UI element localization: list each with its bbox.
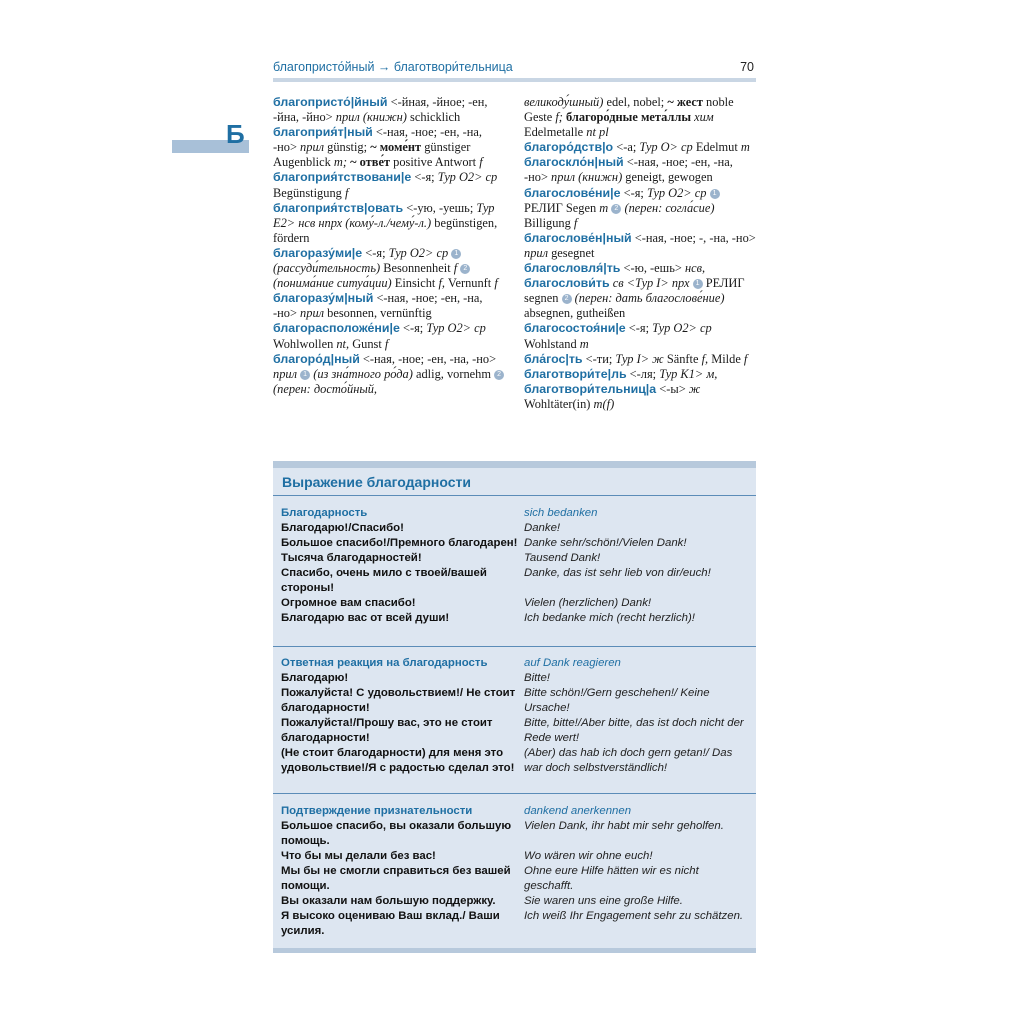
- dictionary-entry: благоприя́тств|овать <-ую, -уешь; Тур E2> нсв нпрх (кому́-л./чему́-л.) begünstigen, fördern: [273, 200, 498, 245]
- box-bottom-band: [273, 948, 756, 953]
- phrase-row: (Не стоит благодарности) для меня это удовольствие!/Я с радостью сделал это! (Aber) das hab ich doch gern getan!/ Das war doch selbstverständlich!: [281, 747, 733, 774]
- phrase-row: Вы оказали нам большую поддержку. Sie waren uns eine große Hilfe.: [281, 895, 683, 907]
- phrase-row: Мы бы не смогли справиться без вашей помощи. Ohne eure Hilfe hätten wir es nicht geschafft.: [281, 865, 699, 892]
- dictionary-entry: благопристо́|йный <-йная, -йное; -ен, -йна, -йно> прил (книжн) schicklich: [273, 95, 488, 125]
- headword-range: благопристо́йный → благотвори́тельница: [273, 60, 513, 74]
- sense-number-badge: 1: [693, 279, 703, 289]
- box-top-band: [273, 461, 756, 468]
- phrase-row: Благодарю! Bitte!: [281, 672, 550, 684]
- sense-number-badge: 1: [710, 189, 720, 199]
- dictionary-entry: благословля́|ть <-ю, -ешь> нсв, благослови́ть св <Тур I> прх 1 РЕЛИГ segnen 2 (перен: дать благослове́ние) absegnen, gutheißen: [524, 261, 745, 321]
- dictionary-entry: благослове́н|ный <-ная, -ное; -, -на, -но> прил gesegnet: [524, 230, 756, 260]
- phrase-row: Что бы мы делали без вас! Wo wären wir ohne euch!: [281, 850, 653, 862]
- phrase-row: Большое спасибо!/Премного благодарен! Danke sehr/schön!/Vielen Dank!: [281, 537, 687, 549]
- header-rule: [273, 78, 756, 82]
- sense-number-badge: 2: [562, 294, 572, 304]
- dictionary-column-left: [273, 95, 507, 397]
- sense-number-badge: 2: [460, 264, 470, 274]
- phrase-row: Благодарю вас от всей души! Ich bedanke mich (recht herzlich)!: [281, 612, 695, 624]
- running-header: [273, 58, 756, 78]
- dictionary-entry: благоскло́н|ный <-ная, -ное; -ен, -на, -но> прил (книжн) geneigt, gewogen: [524, 155, 733, 185]
- box-divider: [273, 646, 756, 647]
- box-divider: [273, 793, 756, 794]
- dictionary-entry: благоро́д|ный <-ная, -ное; -ен, -на, -но> прил 1 (из зна́тного ро́да) adlig, vornehm 2 (перен: досто́йный,: [273, 352, 507, 397]
- dictionary-entry: благоро́дств|о <-а; Тур O> ср Edelmut m: [524, 140, 750, 155]
- phrase-section: [281, 656, 751, 776]
- sense-number-badge: 2: [494, 370, 504, 380]
- thumb-index-letter: Б: [226, 119, 245, 149]
- phrase-row: Тысяча благодарностей! Tausend Dank!: [281, 552, 601, 564]
- section-heading-row: Подтверждение признательности dankend anerkennen: [281, 805, 632, 817]
- dictionary-entry: благосостоя́ни|е <-я; Тур O2> ср Wohlstand m: [524, 321, 712, 351]
- phrase-row: Спасибо, очень мило с твоей/вашей стороны! Danke, das ist sehr lieb von dir/euch!: [281, 567, 711, 594]
- phrase-section: [281, 506, 751, 626]
- dictionary-entry: благоприя́тствовани|е <-я; Тур O2> ср Begünstigung f: [273, 170, 498, 200]
- phrase-row: Огромное вам спасибо! Vielen (herzlichen) Dank!: [281, 597, 652, 609]
- dictionary-entry: благоразу́ми|е <-я; Тур O2> ср 1 (рассуди́тельность) Besonnenheit f 2 (понима́ние ситуа́ции) Einsicht f, Vernunft f: [273, 245, 498, 291]
- dictionary-column-right: [524, 95, 758, 412]
- phrase-section: [281, 804, 751, 939]
- dictionary-entry: бла́гос|ть <-ти; Тур I> ж Sänfte f, Milde f: [524, 351, 748, 366]
- dictionary-entry-continuation: великоду́шный) edel, nobel; ~ жест noble Geste f; благоро́дные мета́ллы хим Edelmetalle nt pl: [524, 95, 734, 140]
- box-divider: [273, 495, 756, 496]
- dictionary-entry: благоприя́т|ный <-ная, -ное; -ен, -на, -но> прил günstig; ~ моме́нт günstiger Augenblick m; ~ отве́т positive Antwort f: [273, 125, 483, 170]
- sense-number-badge: 1: [300, 370, 310, 380]
- sense-number-badge: 1: [451, 249, 461, 259]
- page-number: 70: [740, 60, 754, 74]
- phrase-row: Пожалуйста! С удовольствием!/ Не стоит благодарности! Bitte schön!/Gern geschehen!/ Keine Ursache!: [281, 687, 710, 714]
- section-heading-row: Благодарность sich bedanken: [281, 507, 598, 519]
- phrase-row: Пожалуйста!/Прошу вас, это не стоит благодарности! Bitte, bitte!/Aber bitte, das ist doch nicht der Rede wert!: [281, 717, 744, 744]
- sense-number-badge: 2: [611, 204, 621, 214]
- phrase-info-box: [273, 461, 756, 953]
- box-title: Выражение благодарности: [282, 474, 471, 490]
- phrase-row: Большое спасибо, вы оказали большую помощь. Vielen Dank, ihr habt mir sehr geholfen.: [281, 820, 724, 847]
- dictionary-entry: благорасположе́ни|е <-я; Тур O2> ср Wohlwollen nt, Gunst f: [273, 321, 486, 351]
- section-heading-row: Ответная реакция на благодарность auf Dank reagieren: [281, 657, 621, 669]
- phrase-row: Благодарю!/Спасибо! Danke!: [281, 522, 561, 534]
- dictionary-entry: благослове́ни|е <-я; Тур O2> ср 1 РЕЛИГ Segen m 2 (перен: согла́сие) Billigung f: [524, 186, 758, 231]
- dictionary-entry: благотвори́те|ль <-ля; Тур K1> м, благотвори́тельниц|а <-ы> ж Wohltäter(in) m(f): [524, 366, 718, 411]
- dictionary-entry: благоразу́м|ный <-ная, -ное; -ен, -на, -но> прил besonnen, vernünftig: [273, 291, 483, 321]
- phrase-row: Я высоко оцениваю Ваш вклад./ Ваши усилия. Ich weiß Ihr Engagement sehr zu schätzen.: [281, 910, 744, 937]
